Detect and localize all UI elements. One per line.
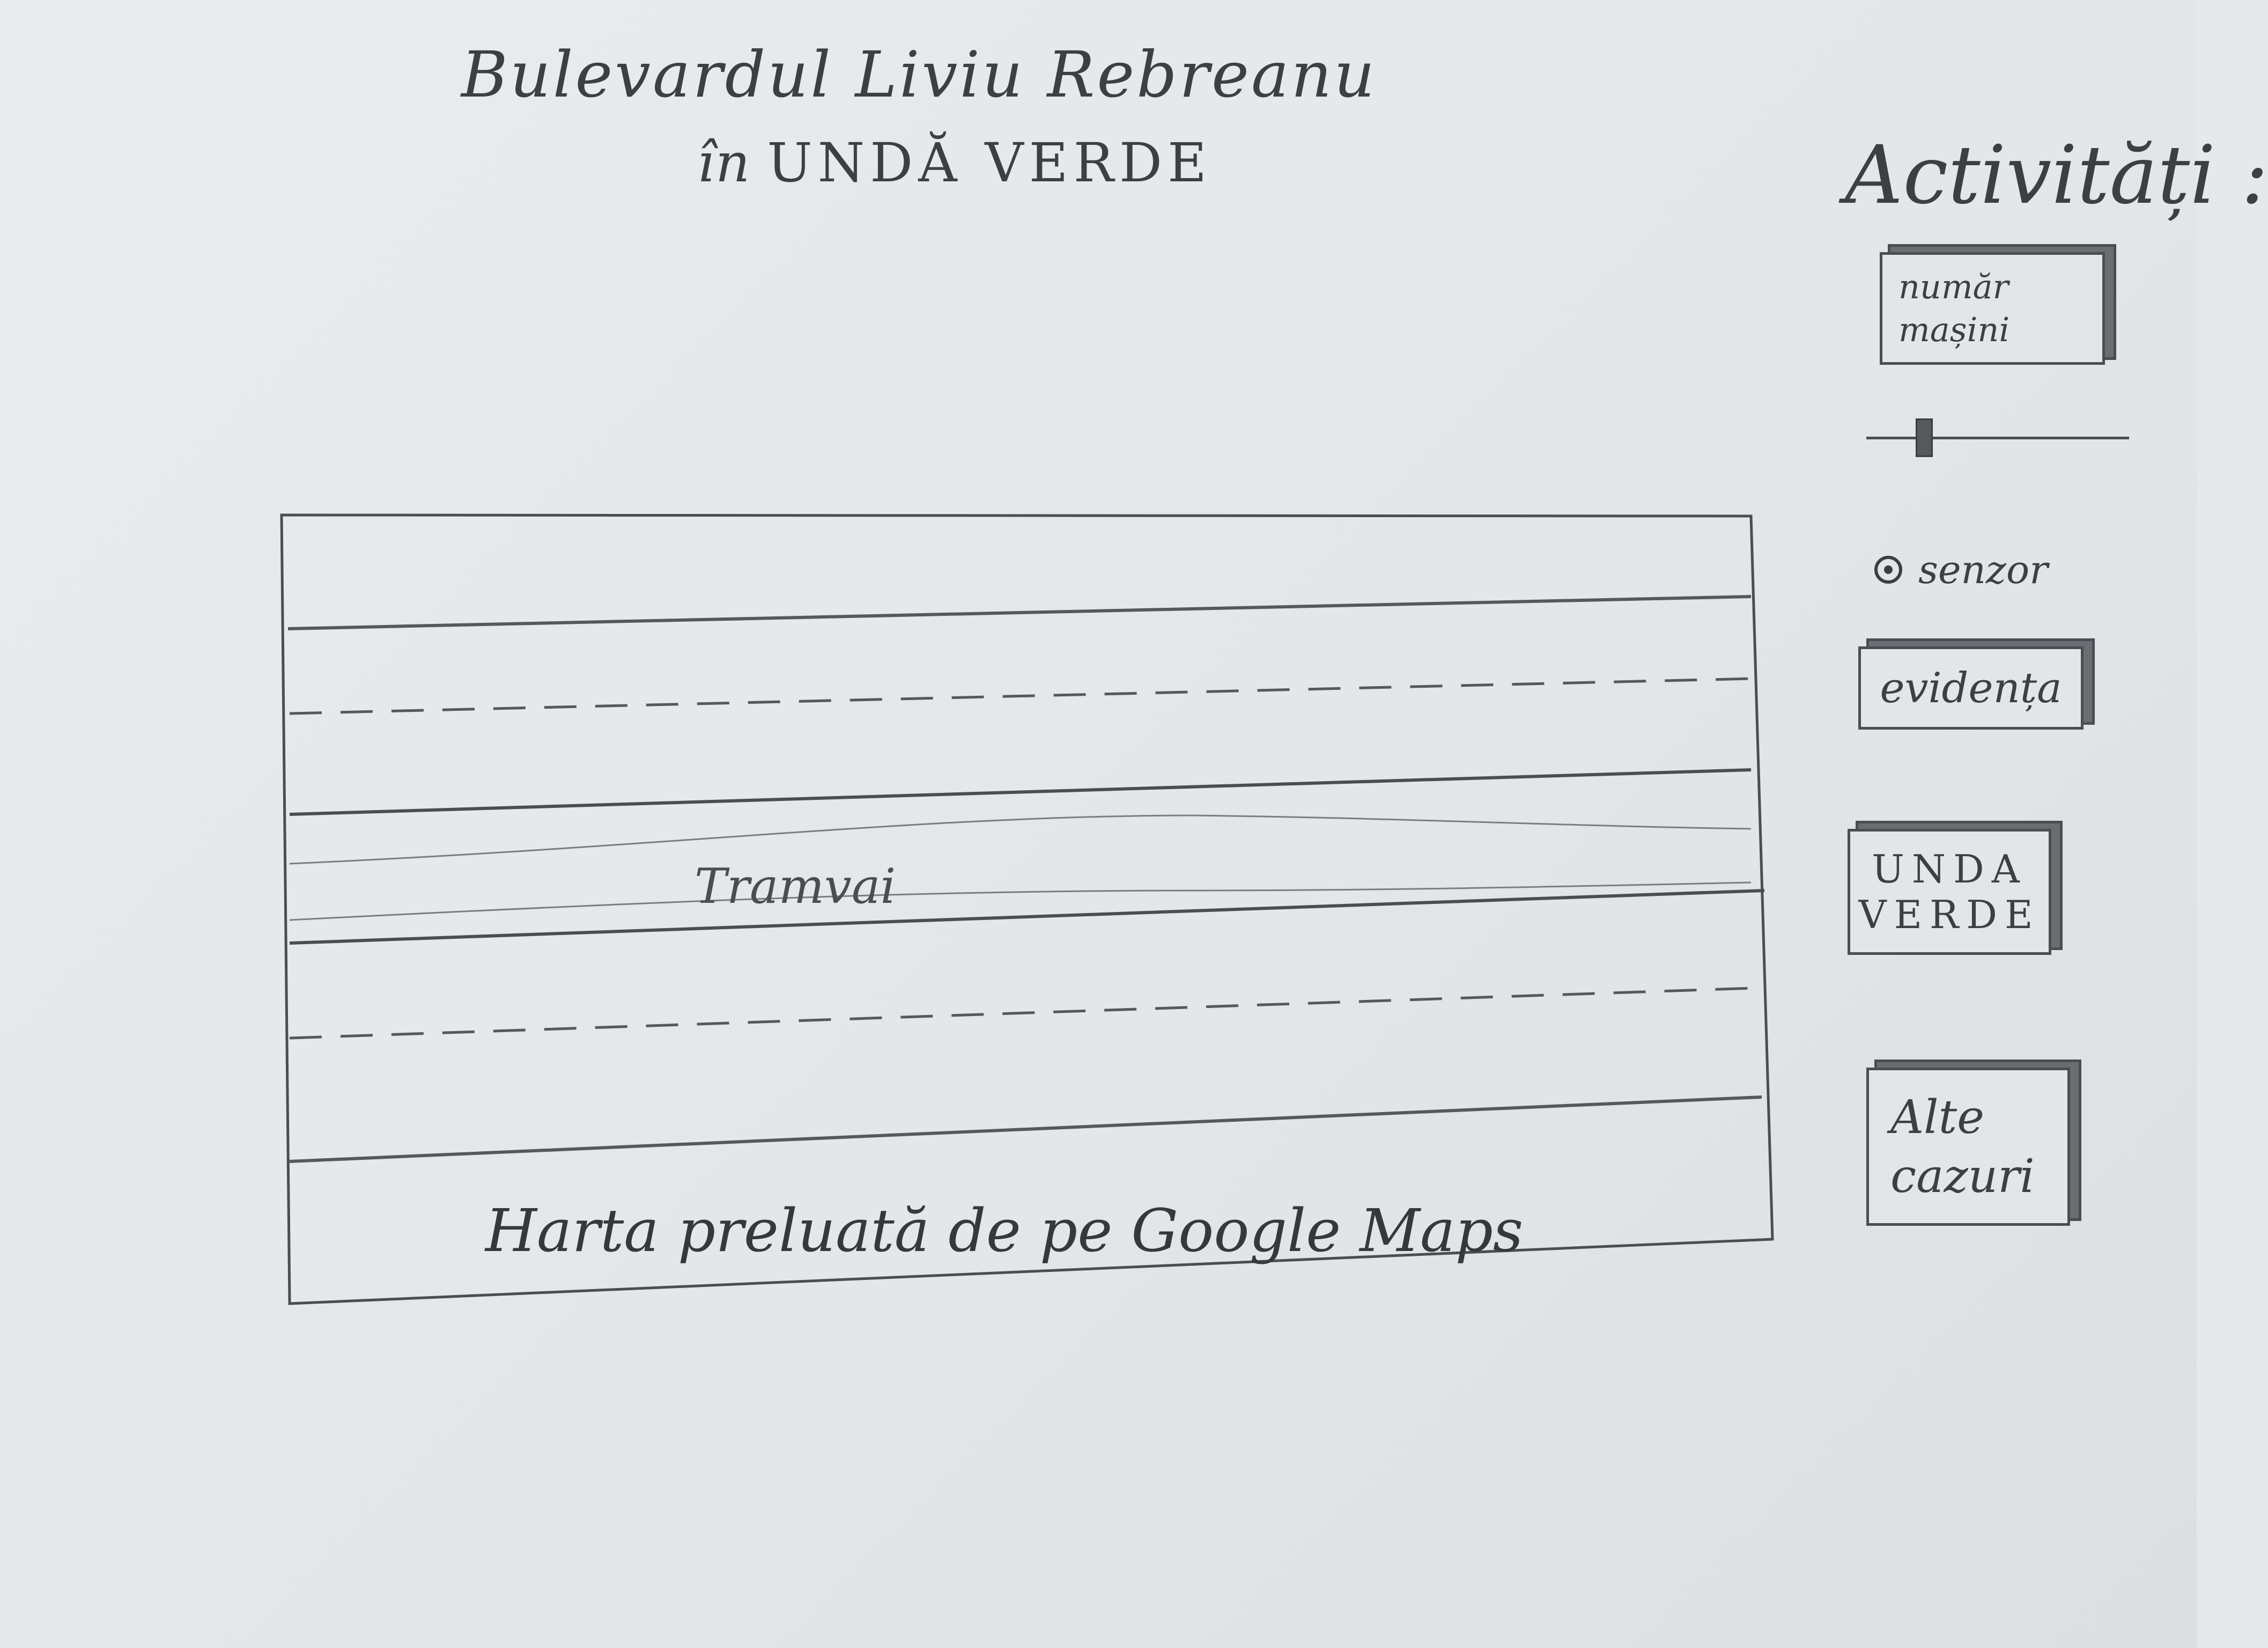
green-wave-label-line2: VERDE	[1858, 892, 2041, 937]
slider-track	[1866, 437, 2129, 439]
tram-rail-bottom	[290, 882, 1751, 920]
sensor-radio[interactable]	[1874, 547, 2048, 592]
tram-edge-top	[290, 770, 1751, 814]
evidence-button[interactable]: evidența	[1858, 646, 2084, 730]
road-edge-top	[288, 597, 1751, 629]
tram-label: Tramvai	[695, 858, 896, 915]
lane-divider-upper	[290, 679, 1751, 713]
other-cases-label-line2: cazuri	[1890, 1149, 2035, 1203]
slider-thumb[interactable]	[1916, 418, 1933, 457]
tram-edge-bottom	[290, 891, 1764, 943]
car-count-label-line1: număr	[1898, 267, 2009, 306]
other-cases-label-line1: Alte	[1890, 1090, 1985, 1144]
map-sketch	[282, 515, 1772, 1304]
road-edge-bottom	[290, 1097, 1762, 1161]
car-count-slider[interactable]	[1866, 413, 2129, 461]
green-wave-label-line1: UNDA	[1872, 846, 2027, 892]
car-count-button[interactable]	[1880, 252, 2105, 365]
page-title: Bulevardul Liviu Rebreanu	[461, 38, 1377, 112]
map-view[interactable]	[282, 515, 1772, 1304]
lane-divider-lower	[290, 988, 1751, 1038]
tram-rail-top	[290, 815, 1751, 864]
green-wave-button[interactable]	[1848, 829, 2051, 955]
sidebar-heading: Activități :	[1845, 129, 2268, 222]
page-subtitle	[697, 131, 1212, 194]
car-count-label-line2: mașini	[1898, 310, 2010, 349]
other-cases-button[interactable]	[1866, 1068, 2070, 1226]
map-caption: Harta preluată de pe Google Maps	[485, 1196, 1524, 1265]
subtitle-main: UNDĂ VERDE	[767, 131, 1213, 194]
subtitle-prefix: în	[697, 131, 751, 194]
sensor-label: senzor	[1918, 547, 2048, 592]
radio-selected-icon	[1874, 556, 1902, 584]
